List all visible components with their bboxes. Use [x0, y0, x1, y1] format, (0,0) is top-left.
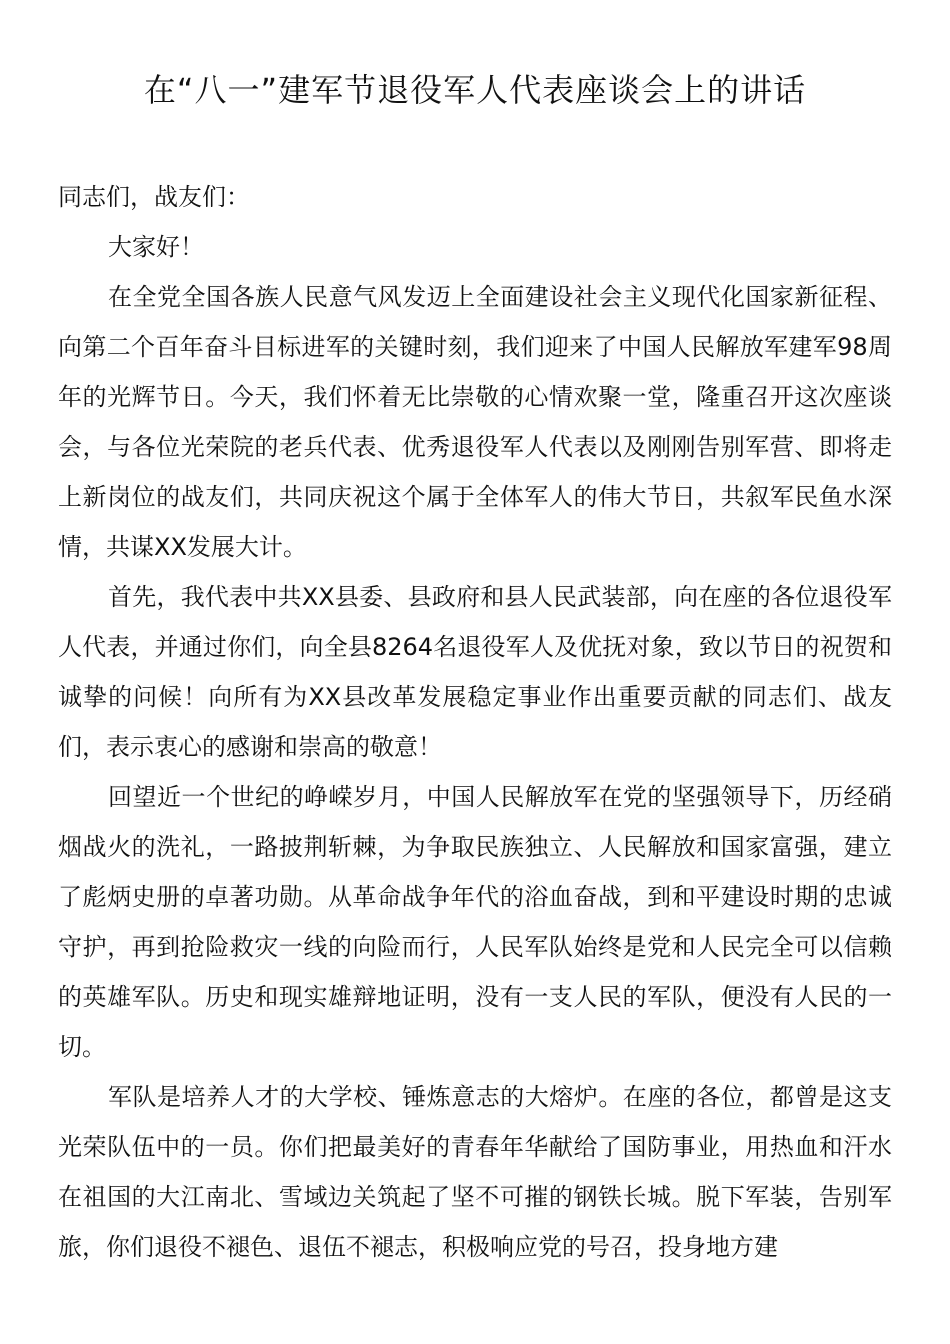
salutation: 同志们，战友们： — [58, 183, 250, 211]
paragraph: 首先，我代表中共XX县委、县政府和县人民武装部，向在座的各位退役军人代表，并通过你们，向全县8264名退役军人及优抚对象，致以节日的祝贺和诚挚的问候！向所有为XX县改革发展稳定事业作出重要贡献的同志们、战友们，表示衷心的感谢和崇高的敬意！ — [58, 583, 892, 761]
paragraph: 军队是培养人才的大学校、锤炼意志的大熔炉。在座的各位，都曾是这支光荣队伍中的一员。你们把最美好的青春年华献给了国防事业，用热血和汗水在祖国的大江南北、雪域边关筑起了坚不可摧的钢铁长城。脱下军装，告别军旅，你们退役不褪色、退伍不褪志，积极响应党的号召，投身地方建 — [58, 1083, 892, 1261]
document-body — [58, 172, 892, 1272]
paragraph: 在全党全国各族人民意气风发迈上全面建设社会主义现代化国家新征程、向第二个百年奋斗目标进军的关键时刻，我们迎来了中国人民解放军建军98周年的光辉节日。今天，我们怀着无比崇敬的心情欢聚一堂，隆重召开这次座谈会，与各位光荣院的老兵代表、优秀退役军人代表以及刚刚告别军营、即将走上新岗位的战友们，共同庆祝这个属于全体军人的伟大节日，共叙军民鱼水深情，共谋XX发展大计。 — [58, 283, 892, 561]
document-title: 在“八一”建军节退役军人代表座谈会上的讲话 — [143, 71, 807, 109]
greeting: 大家好！ — [108, 233, 204, 261]
paragraph: 回望近一个世纪的峥嵘岁月，中国人民解放军在党的坚强领导下，历经硝烟战火的洗礼，一路披荆斩棘，为争取民族独立、人民解放和国家富强，建立了彪炳史册的卓著功勋。从革命战争年代的浴血奋战，到和平建设时期的忠诚守护，再到抢险救灾一线的向险而行，人民军队始终是党和人民完全可以信赖的英雄军队。历史和现实雄辩地证明，没有一支人民的军队，便没有人民的一切。 — [58, 783, 892, 1061]
